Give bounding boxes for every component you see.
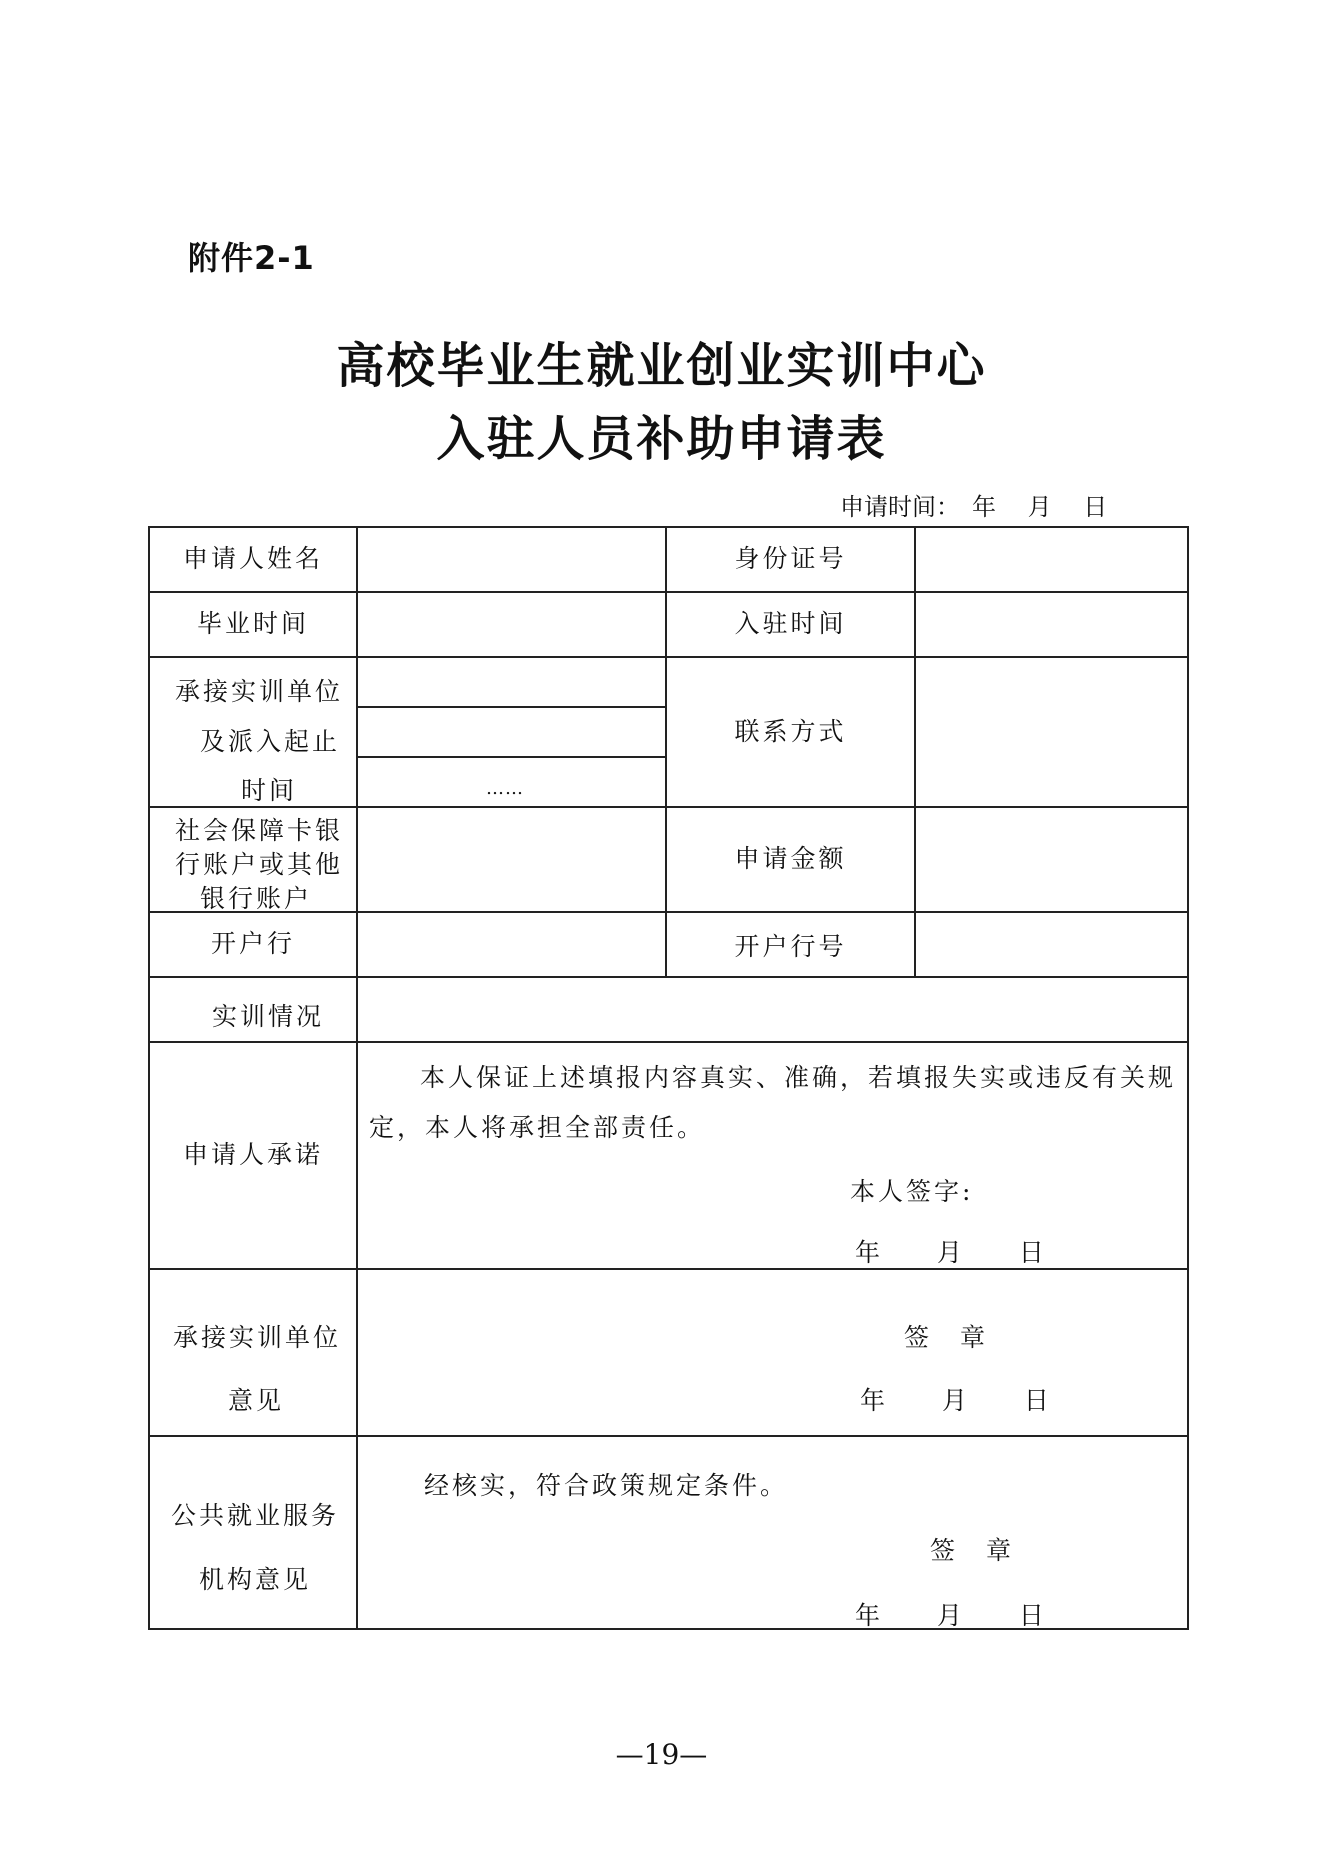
training-unit-label-l3: 时间: [241, 776, 298, 805]
pledge-label: 申请人承诺: [182, 1140, 323, 1170]
training-status-label: 实训情况: [211, 1002, 324, 1032]
unit-seal: 签 章: [904, 1323, 989, 1352]
bank-account-label-l1: 社会保障卡银: [175, 816, 344, 845]
pledge-date: 年 月 日: [855, 1238, 1052, 1267]
applicant-name-field[interactable]: [358, 528, 665, 591]
public-service-date: 年 月 日: [855, 1601, 1052, 1630]
contact-field[interactable]: [916, 658, 1187, 806]
entry-time-label: 入驻时间: [734, 609, 847, 639]
bank-account-label-l3: 银行账户: [200, 884, 313, 913]
graduation-time-field[interactable]: [358, 593, 665, 656]
apply-amount-label: 申请金额: [734, 844, 847, 874]
public-service-label-l1: 公共就业服务: [171, 1501, 340, 1530]
entry-time-field[interactable]: [916, 593, 1187, 656]
contact-label: 联系方式: [734, 716, 847, 746]
bank-account-label-l2: 行账户或其他: [175, 850, 344, 879]
unit-opinion-date: 年 月 日: [860, 1386, 1057, 1415]
pledge-text-line1: 本人保证上述填报内容真实、准确，若填报失实或违反有关规: [420, 1063, 1177, 1092]
training-unit-ellipsis: ……: [486, 778, 524, 799]
id-number-label: 身份证号: [734, 544, 847, 574]
unit-opinion-label-l1: 承接实训单位: [173, 1323, 342, 1352]
page-title-line2: 入驻人员补助申请表: [436, 411, 887, 467]
training-unit-label-l2: 及派入起止: [200, 727, 341, 756]
bank-code-field[interactable]: [916, 913, 1187, 976]
unit-opinion-label-l2: 意见: [228, 1386, 285, 1415]
bank-code-label: 开户行号: [734, 931, 847, 961]
bank-field[interactable]: [358, 913, 665, 976]
bank-account-field[interactable]: [358, 808, 665, 911]
page-title-line1: 高校毕业生就业创业实训中心: [336, 338, 987, 394]
pledge-text-line2: 定，本人将承担全部责任。: [369, 1113, 706, 1142]
training-unit-entry-1[interactable]: [358, 658, 665, 706]
training-unit-entry-2[interactable]: [358, 708, 665, 756]
public-service-label-l2: 机构意见: [199, 1565, 312, 1594]
signature-label: 本人签字:: [850, 1177, 974, 1206]
apply-amount-field[interactable]: [916, 808, 1187, 911]
bank-label: 开户行: [210, 929, 295, 959]
training-status-field[interactable]: [358, 978, 1187, 1041]
public-service-seal: 签 章: [930, 1536, 1015, 1565]
apply-date: 申请时间： 年 月 日: [840, 493, 1108, 521]
page-number: —19—: [615, 1738, 708, 1771]
attachment-label: 附件2-1: [188, 239, 315, 277]
id-number-field[interactable]: [916, 528, 1187, 591]
applicant-name-label: 申请人姓名: [182, 544, 323, 574]
verified-text: 经核实，符合政策规定条件。: [424, 1471, 789, 1500]
training-unit-label-l1: 承接实训单位: [175, 677, 344, 706]
graduation-time-label: 毕业时间: [196, 609, 309, 639]
